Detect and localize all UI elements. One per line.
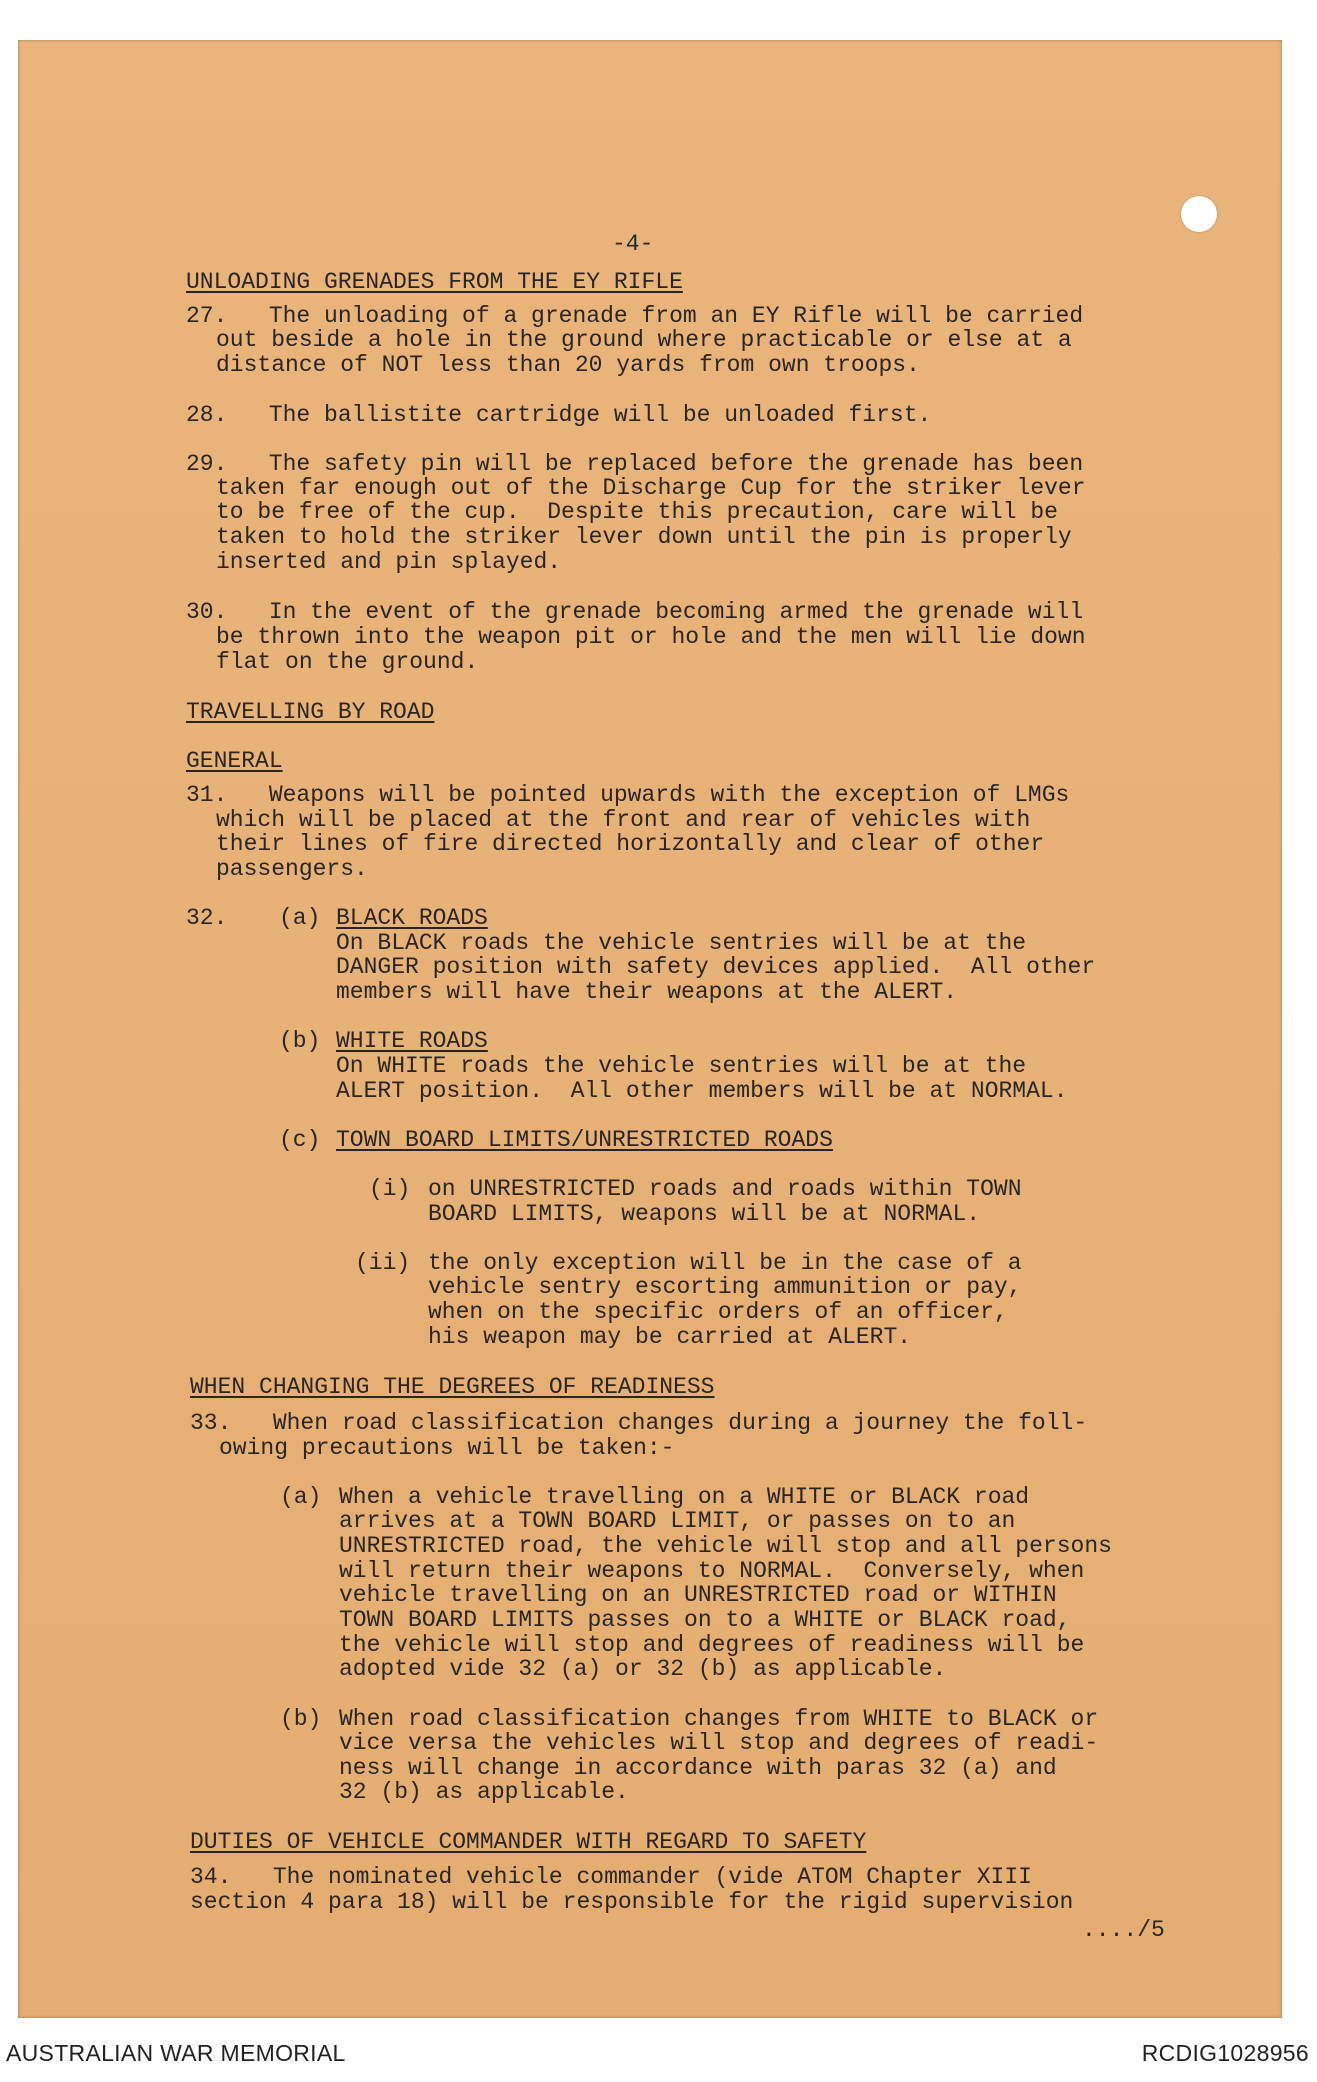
para-33-line-2: owing precautions will be taken:- xyxy=(219,1435,675,1461)
para-32-number: 32. xyxy=(186,905,228,931)
para-32c-ii-label: (ii) xyxy=(355,1250,411,1276)
para-33a-line-2: arrives at a TOWN BOARD LIMIT, or passes on to an xyxy=(339,1508,1016,1534)
para-32c-ii-line-4: his weapon may be carried at ALERT. xyxy=(428,1324,912,1350)
para-31-line-4: passengers. xyxy=(216,856,368,882)
para-33b-line-4: 32 (b) as applicable. xyxy=(339,1779,629,1805)
page-number: -4- xyxy=(612,231,654,257)
para-32c-i-label: (i) xyxy=(369,1176,411,1202)
heading-changing-readiness: WHEN CHANGING THE DEGREES OF READINESS xyxy=(190,1374,715,1400)
heading-unloading: UNLOADING GRENADES FROM THE EY RIFLE xyxy=(186,269,683,295)
para-28: 28. The ballistite cartridge will be unloaded first. xyxy=(186,402,932,428)
para-32b-line-2: ALERT position. All other members will be at NORMAL. xyxy=(336,1078,1068,1104)
para-29-line-4: taken to hold the striker lever down until the pin is properly xyxy=(216,524,1072,550)
para-31-line-3: their lines of fire directed horizontally and clear of other xyxy=(216,831,1045,857)
para-32c-i-line-2: BOARD LIMITS, weapons will be at NORMAL. xyxy=(428,1201,981,1227)
para-33a-line-6: TOWN BOARD LIMITS passes on to a WHITE or BLACK road, xyxy=(339,1607,1071,1633)
para-29-line-3: to be free of the cup. Despite this precaution, care will be xyxy=(216,499,1058,525)
para-33a-label: (a) xyxy=(280,1484,322,1510)
heading-duties: DUTIES OF VEHICLE COMMANDER WITH REGARD TO SAFETY xyxy=(190,1829,867,1855)
para-29-line-5: inserted and pin splayed. xyxy=(216,549,562,575)
footer-record-id: RCDIG1028956 xyxy=(1141,2040,1309,2066)
para-33b-line-1: When road classification changes from WHITE to BLACK or xyxy=(339,1706,1099,1732)
para-32a-line-1: On BLACK roads the vehicle sentries will be at the xyxy=(336,930,1027,956)
para-33a-line-1: When a vehicle travelling on a WHITE or BLACK road xyxy=(339,1484,1030,1510)
para-33a-line-7: the vehicle will stop and degrees of readiness will be xyxy=(339,1632,1085,1658)
para-32a-line-2: DANGER position with safety devices applied. All other xyxy=(336,954,1096,980)
para-34-line-2: section 4 para 18) will be responsible for the rigid supervision xyxy=(190,1889,1074,1915)
para-33a-line-8: adopted vide 32 (a) or 32 (b) as applicable. xyxy=(339,1656,947,1682)
para-32b-line-1: On WHITE roads the vehicle sentries will be at the xyxy=(336,1053,1027,1079)
para-32a-title: BLACK ROADS xyxy=(336,905,488,931)
para-32c-ii-line-1: the only exception will be in the case of a xyxy=(428,1250,1022,1276)
para-29-line-1: 29. The safety pin will be replaced before the grenade has been xyxy=(186,451,1084,477)
para-32c-ii-line-2: vehicle sentry escorting ammunition or pay, xyxy=(428,1274,1022,1300)
para-32c-label: (c) xyxy=(279,1127,321,1153)
para-29-line-2: taken far enough out of the Discharge Cup for the striker lever xyxy=(216,475,1086,501)
para-32c-ii-line-3: when on the specific orders of an officer, xyxy=(428,1299,1008,1325)
para-27-line-3: distance of NOT less than 20 yards from own troops. xyxy=(216,352,920,378)
para-33b-label: (b) xyxy=(280,1706,322,1732)
para-33a-line-5: vehicle travelling on an UNRESTRICTED road or WITHIN xyxy=(339,1582,1057,1608)
para-32a-line-3: members will have their weapons at the ALERT. xyxy=(336,979,958,1005)
para-33a-line-4: will return their weapons to NORMAL. Conversely, when xyxy=(339,1558,1085,1584)
para-30-line-1: 30. In the event of the grenade becoming armed the grenade will xyxy=(186,599,1084,625)
para-33-line-1: 33. When road classification changes during a journey the foll- xyxy=(190,1410,1088,1436)
subheading-general: GENERAL xyxy=(186,748,283,774)
para-31-line-2: which will be placed at the front and rear of vehicles with xyxy=(216,807,1031,833)
para-27-line-2: out beside a hole in the ground where practicable or else at a xyxy=(216,327,1072,353)
para-31-line-1: 31. Weapons will be pointed upwards with the exception of LMGs xyxy=(186,782,1070,808)
para-27-line-1: 27. The unloading of a grenade from an EY Rifle will be carried xyxy=(186,303,1084,329)
para-34-line-1: 34. The nominated vehicle commander (vide ATOM Chapter XIII xyxy=(190,1864,1032,1890)
para-32b-title: WHITE ROADS xyxy=(336,1028,488,1054)
para-33b-line-3: ness will change in accordance with paras 32 (a) and xyxy=(339,1755,1057,1781)
para-32a-label: (a) xyxy=(279,905,321,931)
para-33a-line-3: UNRESTRICTED road, the vehicle will stop and all persons xyxy=(339,1533,1112,1559)
continuation-marker: ..../5 xyxy=(1082,1917,1165,1943)
para-32c-i-line-1: on UNRESTRICTED roads and roads within TOWN xyxy=(428,1176,1022,1202)
para-30-line-2: be thrown into the weapon pit or hole and the men will lie down xyxy=(216,624,1086,650)
footer-archive-name: AUSTRALIAN WAR MEMORIAL xyxy=(6,2040,346,2066)
para-33b-line-2: vice versa the vehicles will stop and degrees of readi- xyxy=(339,1730,1099,1756)
para-32c-title: TOWN BOARD LIMITS/UNRESTRICTED ROADS xyxy=(336,1127,833,1153)
para-32b-label: (b) xyxy=(279,1028,321,1054)
heading-travelling: TRAVELLING BY ROAD xyxy=(186,699,435,725)
para-30-line-3: flat on the ground. xyxy=(216,649,479,675)
